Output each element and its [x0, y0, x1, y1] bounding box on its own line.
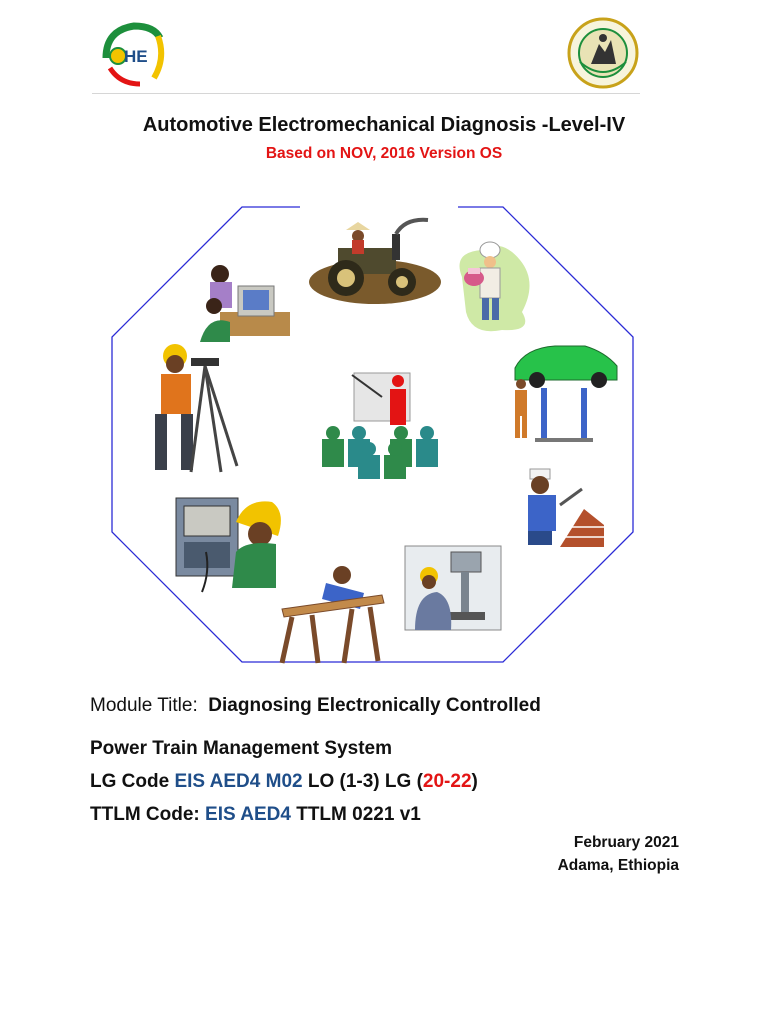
carpenter-icon: [282, 566, 384, 663]
ttlm-code-rest: TTLM 0221 v1: [296, 804, 421, 825]
lg-code-close: ): [471, 771, 478, 792]
module-title-line1: [90, 695, 541, 717]
lg-code-value: EIS AED4 M02: [174, 771, 303, 792]
ttlm-code-line: [90, 804, 421, 826]
module-title-line2: Power Train Management System: [90, 738, 392, 759]
module-title-label: Module Title:: [90, 695, 198, 716]
computer-workers-icon: [200, 265, 290, 342]
lg-code-label: LG Code: [90, 771, 170, 792]
tractor-icon: [309, 220, 441, 304]
ttlm-code-label: TTLM Code:: [90, 804, 200, 825]
octagon-frame: [112, 207, 300, 662]
module-title-text: Diagnosing Electronically Controlled: [208, 695, 541, 716]
lg-code-range: 20-22: [422, 771, 472, 792]
document-subtitle: Based on NOV, 2016 Version OS: [265, 145, 503, 162]
surveyor-icon: [155, 344, 237, 472]
publication-place: Adama, Ethiopia: [557, 857, 679, 874]
chef-icon: [460, 242, 530, 331]
lg-code-lo: LO (1-3) LG (: [307, 771, 423, 792]
publication-date: February 2021: [573, 834, 679, 851]
ttlm-code-value: EIS AED4: [205, 804, 291, 825]
lg-code-line: [90, 771, 478, 793]
drill-press-worker-icon: [405, 546, 501, 630]
svg-text:HE: HE: [124, 47, 148, 66]
classroom-presenter-icon: [322, 373, 438, 479]
bricklayer-icon: [528, 469, 604, 547]
electrician-icon: [176, 498, 281, 592]
car-lift-mechanic-icon: [515, 346, 617, 442]
document-title: Automotive Electromechanical Diagnosis -Level-IV: [142, 114, 626, 136]
